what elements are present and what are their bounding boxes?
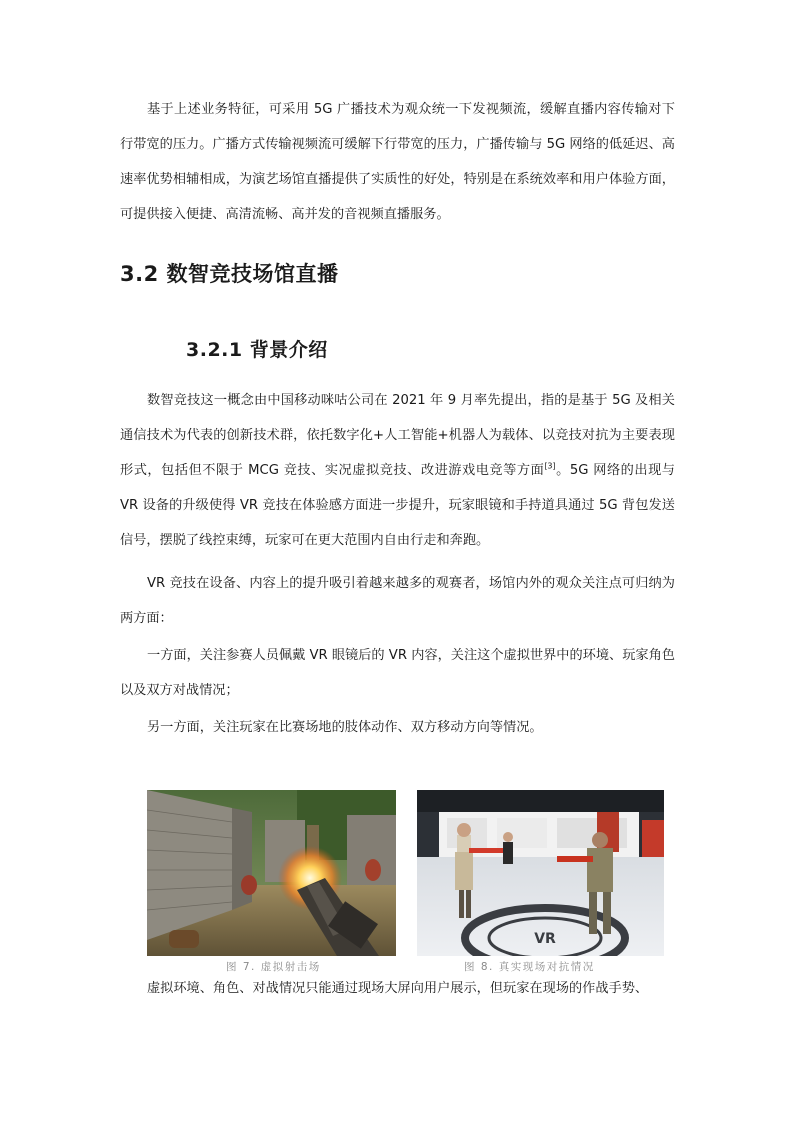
paragraph-display-limits: 虚拟环境、角色、对战情况只能通过现场大屏向用户展示，但玩家在现场的作战手势、 (147, 981, 649, 996)
paragraph-focus-two: 另一方面，关注玩家在比赛场地的肢体动作、双方移动方向等情况。 (147, 720, 543, 735)
virtual-shooting-range-illustration (147, 790, 396, 956)
paragraph-audience-focus: VR 竞技在设备、内容上的提升吸引着越来越多的观赛者，场馆内外的观众关注点可归纳为两方面： (120, 576, 675, 626)
section-heading: 3.2 数智竞技场馆直播 (120, 262, 339, 286)
figure-8-image (417, 790, 664, 956)
paragraph-background-text-a: 数智竞技这一概念由中国移动咪咕公司在 2021 年 9 月率先提出，指的是基于 5G 及相关通信技术为代表的创新技术群，依托数字化+人工智能+机器人为载体、以竞技对抗为主要表现形式，包括但不限于 MCG 竞技、实况虚拟竞技、改进游戏电竞等方面 (120, 393, 675, 478)
paragraph-background (120, 383, 675, 558)
figure-7-image (147, 790, 396, 956)
figure-8-caption: 图 8. 真实现场对抗情况 (464, 961, 595, 973)
figure-7-caption: 图 7. 虚拟射击场 (226, 961, 321, 973)
vr-arena-photo-illustration (417, 790, 664, 956)
paragraph-5g-broadcast: 基于上述业务特征，可采用 5G 广播技术为观众统一下发视频流，缓解直播内容传输对下行带宽的压力。广播方式传输视频流可缓解下行带宽的压力，广播传输与 5G 网络的低延迟、高速率优势相辅相成，为演艺场馆直播提供了实质性的好处，特别是在系统效率和用户体验方面，可提供接入便捷、高清流畅、高并发的音视频直播服务。 (120, 102, 675, 222)
floor-vr-logo: VR (534, 931, 556, 947)
paragraph-focus-one: 一方面，关注参赛人员佩戴 VR 眼镜后的 VR 内容，关注这个虚拟世界中的环境、玩家角色以及双方对战情况； (120, 648, 675, 698)
paragraph-background-text-b: 。5G 网络的出现与 VR 设备的升级使得 VR 竞技在体验感方面进一步提升，玩家眼镜和手持道具通过 5G 背包发送信号，摆脱了线控束缚，玩家可在更大范围内自由行走和奔跑。 (120, 463, 675, 548)
citation-ref: [3] (544, 461, 556, 471)
subsection-heading: 3.2.1 背景介绍 (186, 339, 328, 361)
